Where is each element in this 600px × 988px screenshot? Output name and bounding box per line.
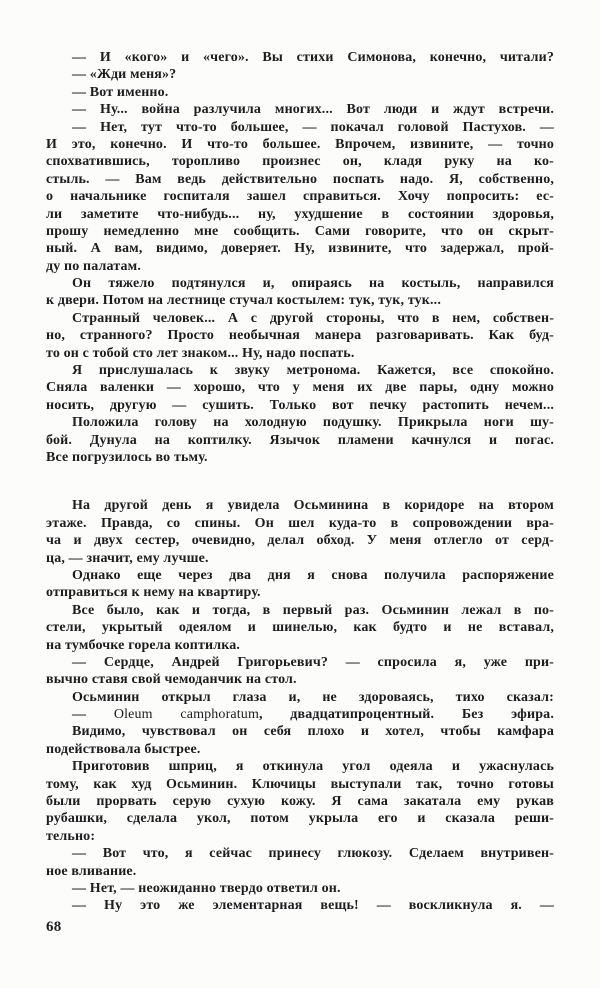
text-line: Странный человек... А с другой стороны, что в нем, собствен- <box>72 310 554 326</box>
text-line: — Вот что, я сейчас принесу глюкозу. Сделаем внутривен- <box>72 846 554 862</box>
text-line: — Нет, — неожиданно твердо ответил он. <box>72 880 341 896</box>
text-line: — «Жди меня»? <box>72 67 177 83</box>
text-line: — Вот именно. <box>72 84 169 100</box>
text-line: тому, как худ Осьминин. Ключицы выступали так, точно готовы <box>46 776 554 792</box>
text-line: Приготовив шприц, я откинула угол одеяла и ужаснулась <box>72 759 554 775</box>
text-line: — Нет, тут что-то большее, — покачал головой Пастухов. — <box>72 119 554 135</box>
text-line: спохватившись, торопливо произнес он, кладя руку на ко- <box>46 154 554 170</box>
text-segment: — <box>72 707 114 723</box>
text-line: но, странного? Просто необычная манера разговаривать. Как буд- <box>46 328 554 344</box>
text-line: на тумбочке горела коптилка. <box>46 637 241 653</box>
text-line: На другой день я увидела Осьминина в коридоре на втором <box>72 498 554 514</box>
text-line: Положила голову на холодную подушку. Прикрыла ноги шу- <box>72 415 554 431</box>
text-line: прошу немедленно мне сообщить. Сами говорите, что он скрыт- <box>46 223 554 239</box>
text-line: — Ну это же элементарная вещь! — воскликнула я. — <box>72 898 554 914</box>
page-text-block <box>46 49 554 915</box>
text-line: Все погрузилось во тьму. <box>46 449 208 465</box>
text-line <box>46 706 554 723</box>
text-line: — И «кого» и «чего». Вы стихи Симонова, конечно, читали? <box>72 50 554 65</box>
text-line: к двери. Потом на лестнице стучал костылем: тук, тук, тук... <box>46 293 441 309</box>
text-line: о начальнике госпиталя зашел справиться. Хочу попросить: ес- <box>46 189 554 205</box>
text-line: Я прислушалась к звуку метронома. Кажется, все спокойно. <box>72 363 554 379</box>
text-line: ли заметите что-нибудь... ну, ухудшение в состоянии здоровья, <box>46 206 554 222</box>
text-line: подействовала быстрее. <box>46 741 201 757</box>
text-line: тельно: <box>46 828 96 844</box>
text-line: были прорвать серую сухую кожу. Я сама закатала ему рукав <box>46 794 554 810</box>
text-line: ча и двух сестер, очевидно, делал обход. У меня отлегло от серд- <box>46 533 554 549</box>
text-section-2 <box>46 497 554 914</box>
text-line: бой. Дунула на коптилку. Язычок пламени качнулся и погас. <box>46 432 554 448</box>
text-line: Видимо, чувствовал он себя плохо и хотел, чтобы камфара <box>72 724 554 740</box>
text-line: Он тяжело подтянулся и, опираясь на костыль, направился <box>72 276 554 292</box>
page-number: 68 <box>46 919 62 935</box>
text-line: Осьминин открыл глаза и, не здороваясь, тихо сказал: <box>72 689 554 705</box>
text-segment: , двадцатипроцентный. Без эфира. <box>258 707 554 723</box>
latin-phrase: Oleum camphoratum <box>113 707 259 723</box>
text-line: ду по палатам. <box>46 258 142 274</box>
text-line: Однако еще через два дня я снова получила распоряжение <box>72 567 554 583</box>
text-line: ное вливание. <box>46 863 137 879</box>
text-line: рубашки, сделала укол, потом укрыла его и сказала реши- <box>46 811 554 827</box>
text-line: И это, конечно. И что-то большее. Впрочем, извините, — точно <box>46 136 554 152</box>
text-line: ный. А вам, видимо, доверяет. Ну, извините, что задержал, прой- <box>46 241 554 257</box>
text-line: то он с тобой сто лет знаком... Ну, надо поспать. <box>46 345 355 361</box>
text-line: стыль. — Вам ведь действительно поспать надо. Я, собственно, <box>46 171 554 187</box>
text-line: ца, — значит, ему лучше. <box>46 550 209 566</box>
text-line: носить, другую — сушить. Только вот печку растопить нечем... <box>46 397 554 413</box>
text-line: — Сердце, Андрей Григорьевич? — спросила я, уже при- <box>72 654 554 670</box>
text-line: этаже. Правда, со спины. Он шел куда-то в сопровождении вра- <box>46 515 554 531</box>
text-line: — Ну... война разлучила многих... Вот люди и ждут встречи. <box>72 102 554 118</box>
text-section-1 <box>46 49 554 466</box>
text-line: Сняла валенки — хорошо, что у меня их две пары, одну можно <box>46 380 554 396</box>
text-line: отправиться к нему на квартиру. <box>46 585 261 601</box>
text-line: стели, укрытый одеялом и шинелью, как будто и не вставал, <box>46 620 554 636</box>
text-line: вычно ставя свой чемоданчик на стол. <box>46 672 297 688</box>
text-line: Все было, как и тогда, в первый раз. Осьминин лежал в по- <box>72 602 554 618</box>
